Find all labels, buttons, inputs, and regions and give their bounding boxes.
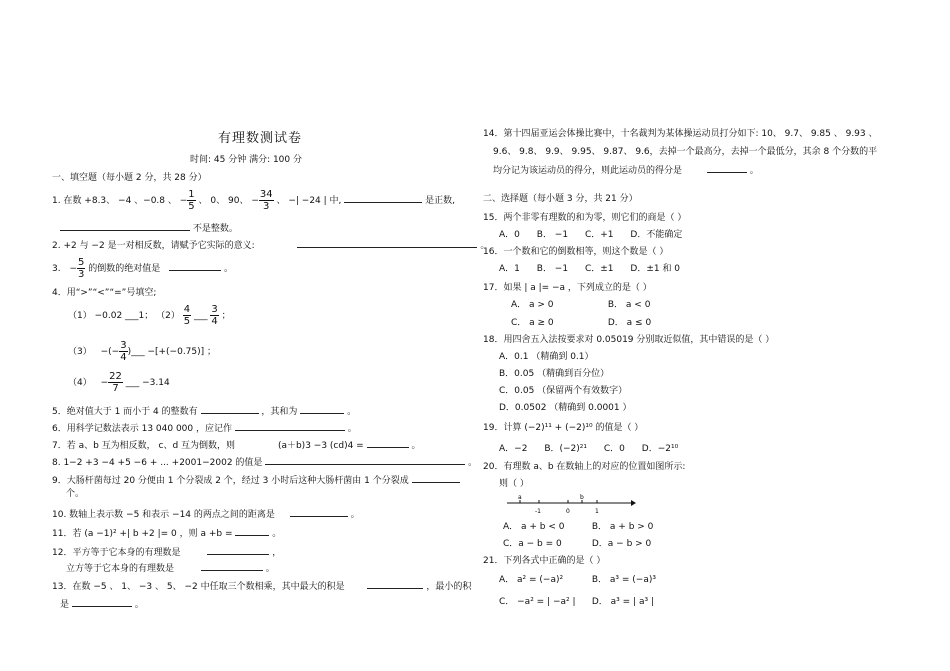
label-zero: 0 xyxy=(566,508,570,515)
question-1: 1. 在数 +8.3、 −4 、−0.8 、 − $\frac{1}{5}$ 、 0、 90、 − $\frac{34}{3}$ 、 −| −24 | 中, 是正数, xyxy=(52,189,456,212)
exam-meta: 时间: 45 分钟 满分: 100 分 xyxy=(190,155,302,165)
option-c[interactable]: C．0 xyxy=(603,444,625,454)
label-one: 1 xyxy=(595,508,599,515)
question-9: 9．大肠杆菌每过 20 分便由 1 个分裂成 2 个，经过 3 小时后这种大肠杆菌由 1 个分裂成 xyxy=(52,473,460,487)
option-d[interactable]: D．不能确定 xyxy=(630,230,683,240)
option-a[interactable]: A．1 xyxy=(499,264,520,274)
question-10: 10. 数轴上表示数 −5 和表示 −14 的两点之间的距离是 。 xyxy=(52,507,360,521)
section2-heading: 二、选择题（每小题 3 分，共 21 分） xyxy=(483,194,638,204)
option-a[interactable]: A．0.1 （精确到 0.1） xyxy=(499,352,594,362)
option-a[interactable]: A． a > 0 xyxy=(511,300,554,310)
question-16-options xyxy=(499,263,694,275)
question-3: 3. − $\frac{5}{3}$ 的倒数的绝对值是 。 xyxy=(52,257,234,280)
answer-blank[interactable] xyxy=(235,421,345,431)
answer-blank[interactable] xyxy=(367,579,423,589)
question-17: 17．如果 | a |= −a ，下列成立的是（ ） xyxy=(483,283,652,293)
question-14-line2: 9.6、 9.8、 9.9、 9.95、 9.87、 9.6，去掉一个最高分，去掉一个最低分，其余 8 个分数的平 xyxy=(493,147,878,157)
answer-blank[interactable] xyxy=(60,221,190,231)
option-c[interactable]: C．+1 xyxy=(584,230,614,240)
question-2: 2. +2 与 −2 是一对相反数，请赋予它实际的意义: 。 xyxy=(52,238,489,252)
answer-blank[interactable] xyxy=(201,561,263,571)
question-16: 16．一个数和它的倒数相等，则这个数是（ ） xyxy=(483,247,669,257)
question-14-line3: 均分记为该运动员的得分，则此运动员的得分是 。 xyxy=(493,163,759,177)
option-c[interactable]: C． a ≥ 0 xyxy=(511,318,554,328)
option-b[interactable]: B．0.05 （精确到百分位） xyxy=(499,369,610,379)
question-17-options-row2 xyxy=(511,317,665,329)
answer-blank[interactable] xyxy=(367,438,409,448)
question-21-options-row1 xyxy=(499,574,670,586)
fraction: $\frac{34}{3}$ xyxy=(259,189,273,212)
option-d[interactable]: D．−2¹⁰ xyxy=(641,444,679,454)
page-title: 有理数测试卷 xyxy=(218,131,303,146)
question-19-options xyxy=(499,443,692,455)
number-line-figure xyxy=(505,492,637,516)
fraction: $\frac{1}{5}$ xyxy=(188,189,195,212)
question-14: 14．第十四届亚运会体操比赛中，十名裁判为某体操运动员打分如下: 10、 9.7、 9.85 、 9.93 、 xyxy=(483,129,878,139)
option-d[interactable]: D．a − b > 0 xyxy=(591,539,652,549)
answer-blank[interactable] xyxy=(707,163,747,173)
answer-blank[interactable] xyxy=(265,455,465,465)
answer-blank[interactable] xyxy=(412,473,460,483)
question-13: 13．在数 −5 、 1、 −3 、 5、 −2 中任取三个数相乘，其中最大的积是 ，最小的积 xyxy=(52,579,471,593)
option-c[interactable]: C． −a² = | −a² | xyxy=(499,597,576,607)
answer-blank[interactable] xyxy=(344,193,422,203)
label-a: a xyxy=(518,494,522,501)
question-21: 21．下列各式中正确的是（ ） xyxy=(483,556,606,566)
question-9-line2: 个。 xyxy=(66,489,85,499)
answer-blank[interactable] xyxy=(300,404,344,414)
label-minus-one: -1 xyxy=(535,508,541,515)
question-5: 5．绝对值大于 1 而小于 4 的整数有 ，其和为 。 xyxy=(52,404,356,418)
option-c[interactable]: C．a − b = 0 xyxy=(503,539,562,549)
question-11: 11．若 (a −1)² +| b +2 |= 0 ，则 a +b = 。 xyxy=(52,526,281,540)
question-20-line2: 则（ ） xyxy=(499,479,529,489)
option-b[interactable]: B． a < 0 xyxy=(607,300,651,310)
answer-blank[interactable] xyxy=(207,545,269,555)
question-15: 15．两个非零有理数的和为零，则它们的商是（ ） xyxy=(483,213,687,223)
question-19: 19．计算 (−2)¹¹ + (−2)¹⁰ 的值是（ ） xyxy=(483,423,644,433)
option-b[interactable]: B． a³ = (−a)³ xyxy=(591,575,656,585)
answer-blank[interactable] xyxy=(297,238,477,248)
option-d[interactable]: D．±1 和 0 xyxy=(630,264,681,274)
option-a[interactable]: A． a + b < 0 xyxy=(503,522,565,532)
option-a[interactable]: A．−2 xyxy=(499,444,528,454)
option-b[interactable]: B． −1 xyxy=(536,230,569,240)
question-21-options-row2 xyxy=(499,596,668,608)
option-b[interactable]: B．(−2)²¹ xyxy=(544,444,587,454)
section1-heading: 一、填空题（每小题 2 分，共 28 分） xyxy=(52,173,207,183)
question-12: 12．平方等于它本身的有理数是 ， xyxy=(52,545,281,559)
question-8: 8. 1−2 +3 −4 +5 −6 + ... +2001−2002 的值是 。 xyxy=(52,455,477,469)
question-7: 7．若 a、b 互为相反数， c、d 互为倒数，则 (a＋b)3 −3 (cd)4 = 。 xyxy=(52,438,420,452)
question-4-part4: （4） − $\frac{22}{7}$ ___ −3.14 xyxy=(68,371,170,394)
answer-blank[interactable] xyxy=(235,526,269,536)
answer-blank[interactable] xyxy=(290,507,348,517)
question-4-part1-2: （1） −0.02 ___1； （2） $\frac{4}{5}$ ___ $\frac{3}{4}$ ； xyxy=(68,304,231,327)
question-18: 18．用四舍五入法按要求对 0.05019 分别取近似值，其中错误的是（ ） xyxy=(483,335,775,345)
answer-blank[interactable] xyxy=(72,597,132,607)
question-20-options-row2 xyxy=(503,538,665,550)
option-c[interactable]: C．0.05 （保留两个有效数字） xyxy=(499,386,628,396)
question-20-options-row1 xyxy=(503,521,667,533)
question-15-options xyxy=(499,229,696,241)
question-17-options-row1 xyxy=(511,299,664,311)
option-b[interactable]: B． −1 xyxy=(536,264,569,274)
question-13-line2: 是 。 xyxy=(60,597,144,611)
option-b[interactable]: B． a + b > 0 xyxy=(591,522,654,532)
option-c[interactable]: C．±1 xyxy=(584,264,614,274)
option-d[interactable]: D．0.0502 （精确到 0.0001 ） xyxy=(499,403,632,413)
option-a[interactable]: A．0 xyxy=(499,230,520,240)
question-1-line2: 不是整数。 xyxy=(60,221,238,235)
option-d[interactable]: D． a³ = | a³ | xyxy=(591,597,654,607)
answer-blank[interactable] xyxy=(201,404,259,414)
question-4-part3: （3） −(− $\frac{3}{4}$ )___ −[+(−0.75)] ； xyxy=(68,340,217,363)
label-b: b xyxy=(580,494,584,501)
axis-arrow xyxy=(631,500,636,506)
question-20: 20．有理数 a、b 在数轴上的对应的位置如图所示: xyxy=(483,462,686,472)
answer-blank[interactable] xyxy=(169,261,221,271)
option-a[interactable]: A． a² = (−a)² xyxy=(499,575,564,585)
option-d[interactable]: D． a ≤ 0 xyxy=(607,318,652,328)
question-12-line2: 立方等于它本身的有理数是 。 xyxy=(66,561,275,575)
question-6: 6．用科学记数法表示 13 040 000 ，应记作 。 xyxy=(52,421,357,435)
question-4: 4．用“>”“<”“=”号填空; xyxy=(52,288,157,298)
